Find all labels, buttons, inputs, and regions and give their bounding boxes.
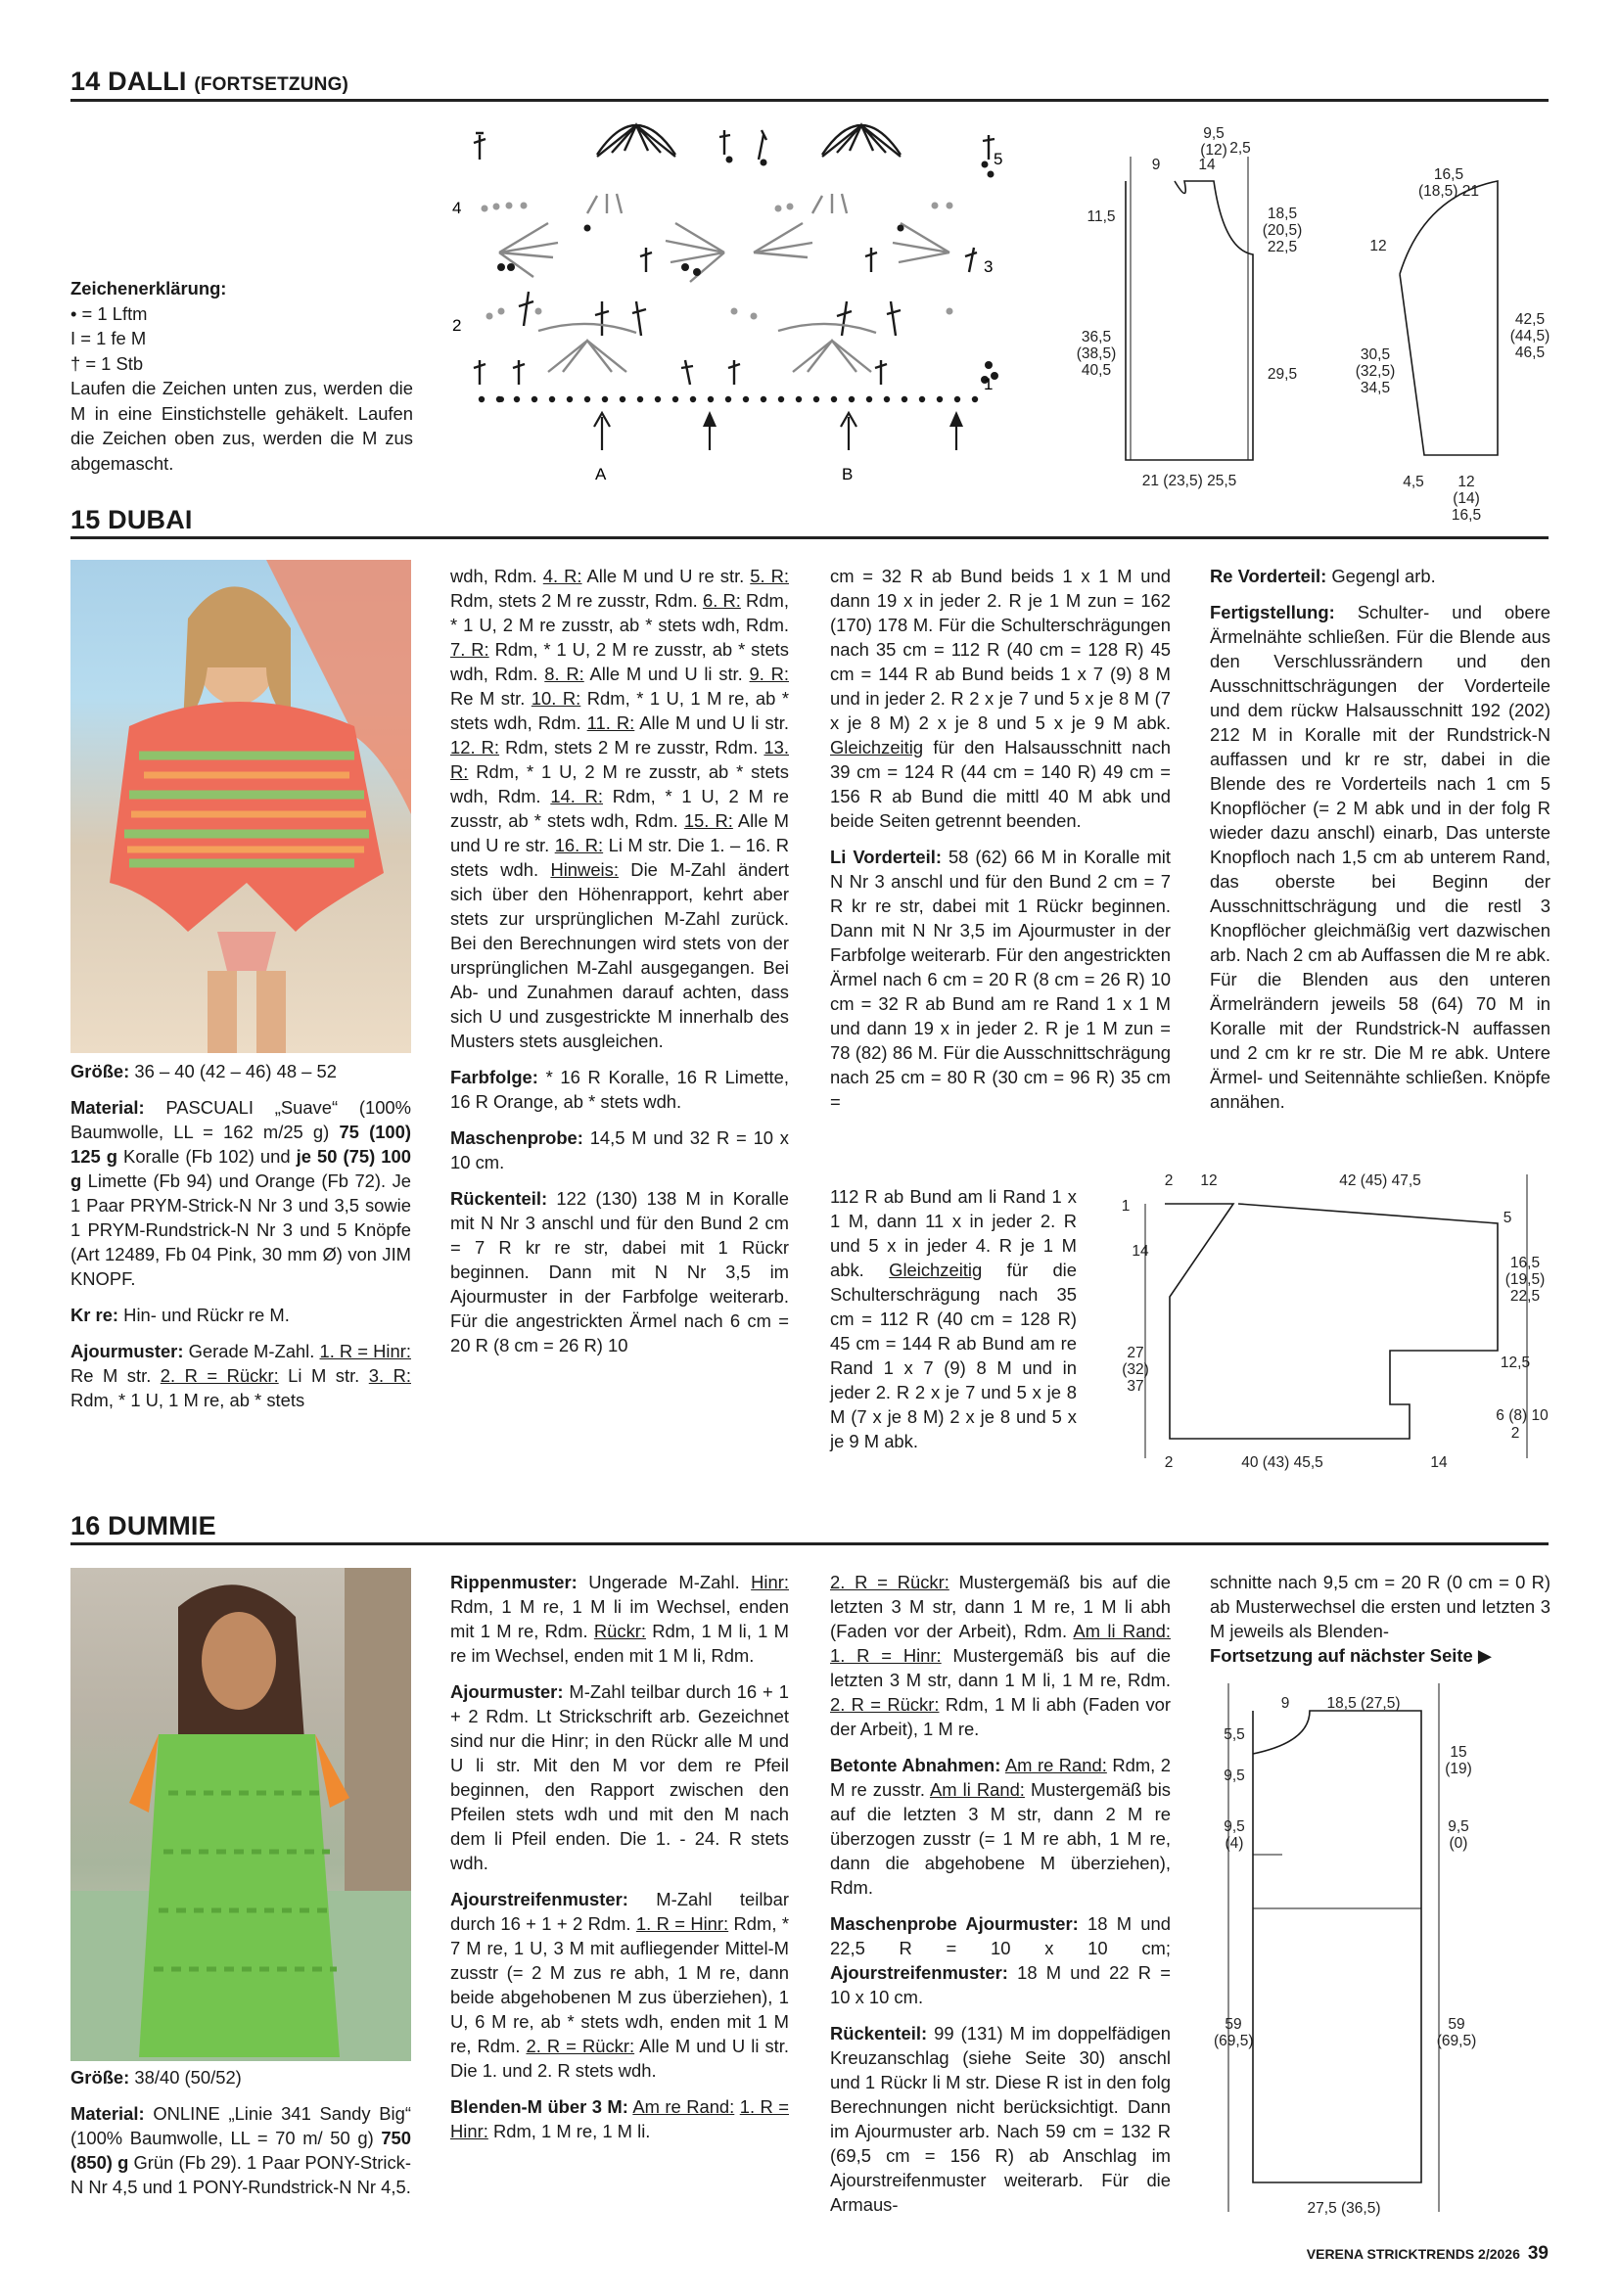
chain-stitch-dot: [690, 396, 696, 402]
chain-stitch-dot: [866, 396, 872, 402]
dim-label: 9,5 (0): [1448, 1818, 1469, 1852]
section-title-16: 16 DUMMIE: [70, 1511, 216, 1540]
chain-stitch-dot: [778, 396, 784, 402]
symbol-legend: Zeichenerklärung: • = 1 Lftm I = 1 fe M † = 1 Stb Laufen die Zeichen unten zus, werden die M in eine Einstichstelle gehäkelt. Laufen die Zeichen oben zus, werden die M zus abgemascht.: [70, 278, 413, 474]
row-label: 4: [452, 199, 462, 217]
text-column: Re Vorderteil: Gegengl arb. Fertigstellung: Schulter- und obere Ärmelnähte schließen. Für die Blende aus den Verschlussrändern und den Ausschnittschrägungen der Vorderteile und dem rückw Halsausschnitt 192 (202) 212 M in Koralle mit der Rundstrick-N auffassen und kr re str, dabei in die Blende des re Vorderteils nach 1 cm 5 Knopflöcher (= 2 M abk und in der folg R wieder dazu anschl) einarb, Das unterste Knopfloch nach 1,5 cm ab unterem Rand, das oberste bei Beginn der Ausschnittschrägung und die restl 3 Knopflöcher gleichmäßig vert dazwischen arb. Nach 2 cm ab Auffassen die M re abk. Für die Blenden aus den unteren Ärmelrändern jeweils 58 (64) 70 M in Koralle mit der Rundstrick-N auffassen und 2 cm kr re str. Die M re abk. Untere Ärmel- und Seitennähte schließen. Knöpfe annähen.: [1210, 566, 1550, 1112]
row-label: 3: [984, 257, 994, 276]
row-label: 1: [984, 375, 994, 393]
dim-label: 59 (69,5): [1214, 2016, 1254, 2049]
schematic-body: [1067, 117, 1263, 489]
text-column: Größe: 36 – 40 (42 – 46) 48 – 52 Material: PASCUALI „Suave“ (100% Baumwolle, LL = 162 m/25 g) 75 (100) 125 g Koralle (Fb 102) und je 50 (75) 100 g Limette (Fb 94) und Orange (Fb 72). Je 1 Paar PRYM-Strick-N Nr 3 und 3,5 sowie 1 PRYM-Rundstrick-N Nr 3 und 5 Knöpfe (Art 12489, Fb 04 Pink, 30 mm Ø) von JIM KNOPF. Kr re: Hin- und Rückr re M. Ajourmuster: Gerade M-Zahl. 1. R = Hinr: Re M str. 2. R = Rückr: Li M str. 3. R: Rdm, * 1 U, 1 M re, ab * stets: [70, 1061, 412, 1410]
row-label: 2: [452, 316, 462, 335]
chain-stitch-dot: [743, 396, 749, 402]
dim-label: 27,5 (36,5): [1307, 2200, 1381, 2217]
dim-label: 15 (19): [1445, 1744, 1472, 1777]
chain-stitch-dot: [602, 396, 608, 402]
chain-stitch-dot: [725, 396, 731, 402]
dim-label: 14: [1198, 157, 1216, 173]
dim-label: 5,5: [1224, 1726, 1245, 1743]
chain-stitch-dot: [902, 396, 907, 402]
chain-stitch-dot: [884, 396, 890, 402]
chain-stitch-dot: [672, 396, 678, 402]
arrow-a: [594, 413, 610, 450]
dim-label: 11,5: [1087, 208, 1116, 225]
dim-label: 27 (32) 37: [1122, 1345, 1149, 1395]
text-column: cm = 32 R ab Bund beids 1 x 1 M und dann 19 x in jeder 2. R je 1 M zun = 162 (170) 178 M. Für die Schulterschrägungen nach 35 cm = 112 R (40 cm = 128 R) 45 cm = 144 R ab Bund beids 1 x 7 (9) 8 M und in jeder 2. R 2 x je 7 und 5 x je 8 M (7 x je 8 M) 2 x je 8 und 5 x je 9 M abk. Gleichzeitig für den Halsausschnitt nach 39 cm = 124 R (44 cm = 140 R) 49 cm = 156 R ab Bund die mittl 40 M abk und beide Seiten getrennt beenden. Li Vorderteil: 58 (62) 66 M in Koralle mit N Nr 3 anschl und für den Bund 2 cm = 7 R kr re str, dabei mit 1 Rückr beginnen. Dann mit N Nr 3,5 im Ajourmuster in der Farbfolge weiterarb. Für den angestrickten Ärmel nach 6 cm = 20 R (8 cm = 26 R) 10 cm = 32 R ab Bund am re Rand 1 x 1 M und dann 19 x in jeder 2. R je 1 M zun = 78 (82) 86 M. Für die Ausschnittschrägung nach 25 cm = 80 R (30 cm = 96 R) 35 cm =: [830, 566, 1171, 1112]
dim-label: 40 (43) 45,5: [1241, 1454, 1323, 1471]
dim-label: 2: [1510, 1425, 1520, 1442]
dim-label: 12,5: [1500, 1355, 1531, 1371]
text-column: Größe: 38/40 (50/52) Material: ONLINE „Linie 341 Sandy Big“ (100% Baumwolle, LL = 70 m/ 50 g) 750 (850) g Grün (Fb 29). 1 Paar PONY-Strick-N Nr 4,5 und 1 PONY-Rundstrick-N Nr 4,5.: [70, 2067, 411, 2197]
dim-label: 18,5 (27,5): [1326, 1695, 1401, 1712]
chain-stitch-dot: [620, 396, 625, 402]
chain-stitch-dot: [496, 396, 502, 402]
chain-stitch-dot: [919, 396, 925, 402]
chain-stitch-dot: [584, 396, 590, 402]
section-title-14: 14 DALLI (FORTSETZUNG): [70, 67, 349, 96]
dim-label: 2: [1164, 1454, 1174, 1471]
section-title-15: 15 DUBAI: [70, 505, 193, 534]
dim-label: 9,5 (12): [1200, 125, 1227, 159]
chain-stitch-dot: [761, 396, 766, 402]
chain-stitch-dot: [813, 396, 819, 402]
dim-label: 12 (14) 16,5: [1451, 474, 1482, 524]
dim-label: 16,5 (18,5) 21: [1417, 166, 1480, 200]
dim-label: 16,5 (19,5) 22,5: [1504, 1255, 1546, 1305]
model-photo: [70, 560, 411, 1053]
schematic-sleeve: [1380, 157, 1517, 480]
chain-stitch-dot: [937, 396, 943, 402]
dim-label: 6 (8) 10: [1496, 1407, 1549, 1424]
dim-label: 29,5: [1267, 366, 1298, 383]
text-column: wdh, Rdm. 4. R: Alle M und U re str. 5. R: Rdm, stets 2 M re zusstr, Rdm. 6. R: Rdm, * 1 U, 2 M re zusstr, ab * stets wdh, Rdm. 7. R: Rdm, * 1 U, 2 M re zusstr, ab * stets wdh, Rdm. 8. R: Alle M und U li str. 9. R: Re M str. 10. R: Rdm, * 1 U, 1 M re, ab * stets wdh, Rdm. 11. R: Alle M und U li str. 12. R: Rdm, stets 2 M re zusstr, Rdm. 13. R: Rdm, * 1 U, 2 M re zusstr, ab * stets wdh, Rdm. 14. R: Rdm, * 1 U, 2 M re zusstr, ab * stets wdh, Rdm. 15. R: Alle M und U re str. 16. R: Li M str. Die 1. – 16. R stets wdh. Hinweis: Die M-Zahl ändert sich über den Höhenrapport, kehrt aber stets zur ursprünglichen M-Zahl zurück. Bei den Berechnungen wird stets von der ursprünglichen M-Zahl ausgegangen. Bei Ab- und Zunahmen darauf achten, dass sich U und zusgestrickte M innerhalb des Musters stets ausgleichen. Farbfolge: * 16 R Koralle, 16 R Limette, 16 R Orange, ab * stets wdh. Maschenprobe: 14,5 M und 32 R = 10 x 10 cm. Rückenteil: 122 (130) 138 M in Koralle mit N Nr 3 anschl und für den Bund 2 cm = 7 R kr re str, dabei mit 1 Rückr beginnen. Dann mit N Nr 3,5 im Ajourmuster in der Farbfolge weiterarb. Für die angestrickten Ärmel nach 6 cm = 20 R (8 cm = 26 R) 10: [450, 566, 790, 1355]
chain-stitch-dot: [532, 396, 537, 402]
dim-label: 36,5 (38,5) 40,5: [1076, 329, 1117, 379]
chain-stitch-dot: [655, 396, 661, 402]
chain-stitch-dot: [831, 396, 837, 402]
dim-label: 14: [1132, 1243, 1149, 1260]
schematic-dress: [1214, 1683, 1449, 2222]
dim-label: 9: [1151, 157, 1161, 173]
dim-label: 4,5: [1403, 474, 1424, 490]
chain-stitch-dot: [708, 396, 714, 402]
repeat-label-b: B: [842, 465, 854, 483]
dim-label: 59 (69,5): [1436, 2016, 1477, 2049]
dim-label: 21 (23,5) 25,5: [1141, 473, 1237, 489]
chain-stitch-dot: [637, 396, 643, 402]
dim-label: 12: [1200, 1172, 1218, 1189]
dim-label: 12: [1369, 238, 1387, 254]
repeat-label-a: A: [595, 465, 607, 483]
continue-link: Fortsetzung auf nächster Seite ▶: [1210, 1645, 1493, 1666]
dim-label: 30,5 (32,5) 34,5: [1355, 346, 1396, 396]
page-number: 39: [1527, 2243, 1549, 2264]
chain-stitch-dot: [567, 396, 573, 402]
dim-label: 5: [1503, 1210, 1512, 1226]
dim-label: 42,5 (44,5) 46,5: [1509, 311, 1550, 361]
dim-label: 9,5: [1224, 1768, 1245, 1784]
model-photo: [70, 1568, 411, 2061]
chain-stitch-dot: [954, 396, 960, 402]
chain-stitch-dot: [972, 396, 978, 402]
dim-label: 42 (45) 47,5: [1339, 1172, 1421, 1189]
dim-label: 9: [1280, 1695, 1290, 1712]
text-column: schnitte nach 9,5 cm = 20 R (0 cm = 0 R) ab Musterwechsel die ersten und letzten 3 M jeweils als Blenden- Fortsetzung auf nächster Seite ▶: [1210, 1572, 1550, 1666]
chain-stitch-dot: [796, 396, 802, 402]
chain-stitch-dot: [514, 396, 520, 402]
schematic-front: [1126, 1165, 1556, 1478]
chain-stitch-dot: [549, 396, 555, 402]
dim-label: 9,5 (4): [1224, 1818, 1245, 1852]
crochet-chart: [440, 115, 1008, 497]
row-label: 5: [994, 150, 1003, 168]
dim-label: 2,5: [1229, 140, 1251, 157]
chain-stitch-dot: [849, 396, 855, 402]
text-column: Rippenmuster: Ungerade M-Zahl. Hinr: Rdm, 1 M re, 1 M li im Wechsel, enden mit 1 M re, Rdm. Rückr: Rdm, 1 M li, 1 M re im Wechsel, enden mit 1 M li, Rdm. Ajourmuster: M-Zahl teilbar durch 16 + 1 + 2 Rdm. Lt Strickschrift arb. Gezeichnet sind nur die Hinr; in den Rückr alle M und U li str. Mit den M vor dem re Pfeil beginnen, den Rapport zwischen den Pfeilen stets wdh und mit den M nach dem li Pfeil enden. Die 1. - 24. R stets wdh. Ajourstreifenmuster: M-Zahl teilbar durch 16 + 1 + 2 Rdm. 1. R = Hinr: Rdm, * 7 M re, 1 U, 3 M mit aufliegender Mittel-M zusstr (= 2 M zus re abh, 1 M re, dann beide abgehobenen M zus überziehen), 1 U, 6 M re, ab * stets wdh, enden mit 1 M re, Rdm. 2. R = Rückr: Alle M und U li str. Die 1. und 2. R stets wdh. Blenden-M über 3 M: Am re Rand: 1. R = Hinr: Rdm, 1 M re, 1 M li.: [450, 1572, 789, 2141]
dim-label: 18,5 (20,5) 22,5: [1262, 206, 1303, 255]
dim-label: 14: [1430, 1454, 1448, 1471]
page-footer: VERENA STRICKTRENDS 2/2026 39: [1306, 2243, 1549, 2264]
text-column: 2. R = Rückr: Mustergemäß bis auf die letzten 3 M str, dann 1 M re, 1 M li abh (Faden vor der Arbeit), Rdm. Am li Rand: 1. R = Hinr: Mustergemäß bis auf die letzten 3 M str, dann 1 M li, 1 M re, Rdm. 2. R = Rückr: Rdm, 1 M li abh (Faden vor der Arbeit), 1 M re. Betonte Abnahmen: Am re Rand: Rdm, 2 M re zusstr. Am li Rand: Mustergemäß bis auf die letzten 3 M str, dann 2 M re überzogen zusstr (= 1 M re abh, 1 M re, dann die abgehobene M überziehen), Rdm. Maschenprobe Ajourmuster: 18 M und 22,5 R = 10 x 10 cm; Ajourstreifenmuster: 18 M und 22 R = 10 x 10 cm. Rückenteil: 99 (131) M im doppelfädigen Kreuzanschlag (siehe Seite 30) anschl und 1 Rückr li M str. Diese R ist in den folg Berechnungen nicht berücksichtigt. Dann im Ajourmuster arb. Nach 59 cm = 132 R (69,5 cm = 156 R) ab Anschlag im Ajourstreifenmuster weiterarb. Für die Armaus-: [830, 1572, 1171, 2215]
section-rule: [70, 1542, 1549, 1545]
section-rule: [70, 99, 1549, 102]
chain-stitch-dot: [479, 396, 485, 402]
dim-label: 1: [1121, 1198, 1131, 1215]
dim-label: 2: [1164, 1172, 1174, 1189]
text-column: 112 R ab Bund am li Rand 1 x 1 M, dann 11 x in jeder 2. R und 5 x in jeder 4. R je 1 M abk. Gleichzeitig für die Schulterschrägung nach 35 cm = 112 R (40 cm = 128 R) 45 cm = 144 R ab Bund am re Rand 1 x 7 (9) 8 M und in jeder 2. R 2 x je 7 und 5 x je 8 M (7 x je 8 M) 2 x je 8 und 5 x je 9 M abk.: [830, 1186, 1077, 1451]
section-rule: [70, 536, 1549, 539]
